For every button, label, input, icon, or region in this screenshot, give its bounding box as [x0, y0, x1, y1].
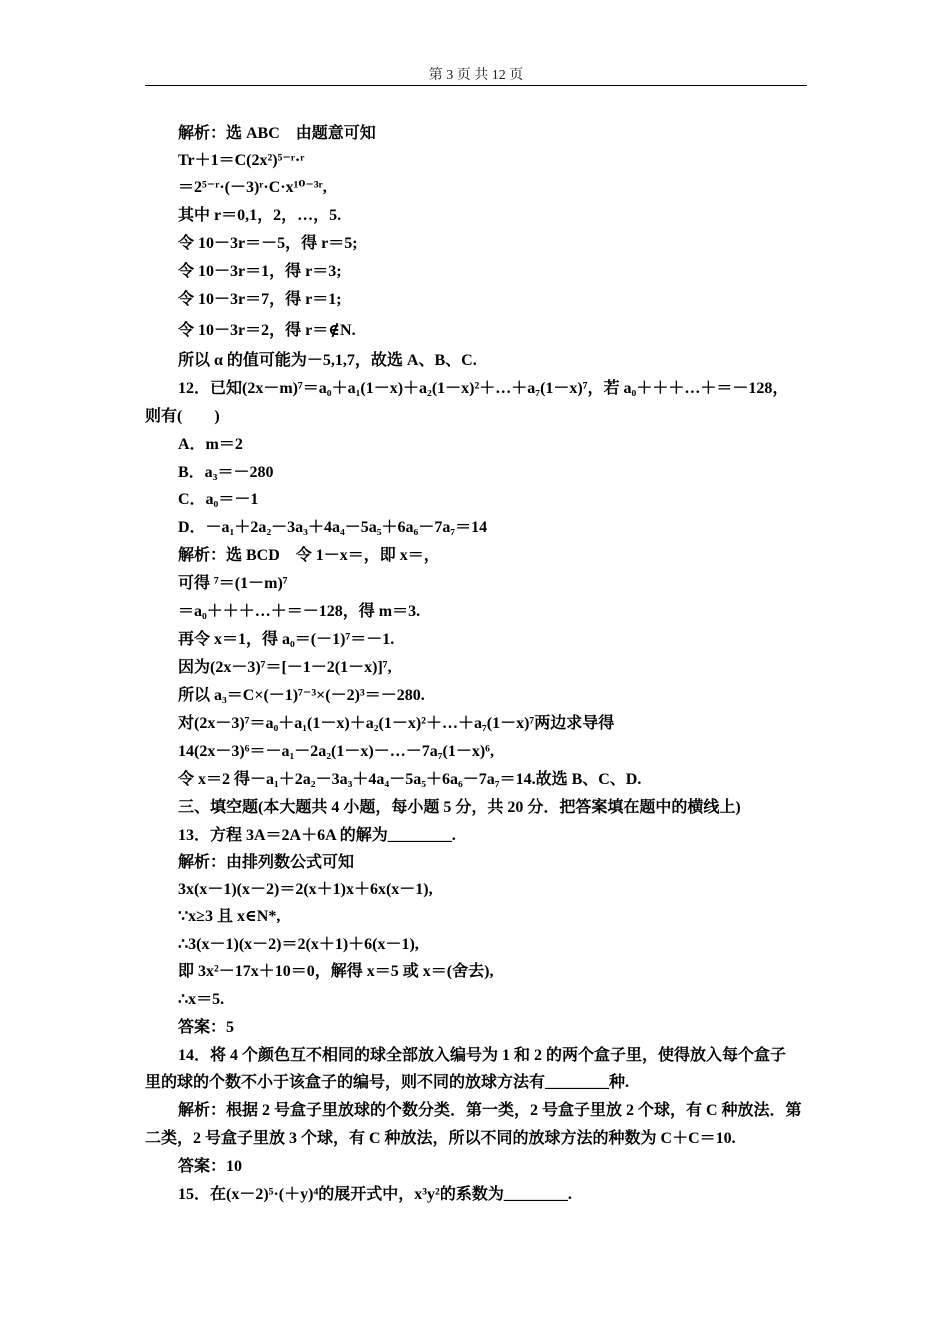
- question-14-stem-cont: 里的球的个数不小于该盒子的编号，则不同的放球方法有________种.: [145, 1074, 630, 1091]
- question-12-stem: 12．已知(2x－m)⁷＝a₀＋a₁(1－x)＋a₂(1－x)²＋…＋a₇(1－x)⁷，若 a₀＋＋＋…＋＝－128，: [178, 380, 789, 397]
- question-12-stem-cont: 则有( ): [145, 408, 220, 425]
- text-line: 对(2x－3)⁷＝a₀＋a₁(1－x)＋a₂(1－x)²＋…＋a₇(1－x)⁷两边求导得: [178, 715, 615, 732]
- question-13-stem: 13．方程 3A＝2A＋6A 的解为________.: [178, 827, 456, 844]
- text-line: 令 x＝2 得－a₁＋2a₂－3a₃＋4a₄－5a₅＋6a₆－7a₇＝14.故选 B、C、D.: [178, 771, 642, 788]
- text-line: 令 10－3r＝2，得 r＝∉N.: [178, 322, 356, 339]
- text-line: 14(2x－3)⁶＝－a₁－2a₂(1－x)－…－7a₇(1－x)⁶,: [178, 743, 494, 760]
- text-line: 二类，2 号盒子里放 3 个球，有 C 种放法，所以不同的放球方法的种数为 C＋C＝10.: [145, 1130, 736, 1147]
- option-a: A．m＝2: [178, 436, 243, 453]
- text-line: Tr＋1＝C(2x²)⁵⁻ʳ·ʳ: [178, 152, 305, 169]
- text-line: ∵x≥3 且 x∈N*,: [178, 908, 281, 925]
- text-line: 即 3x²－17x＋10＝0，解得 x＝5 或 x＝(舍去),: [178, 963, 494, 980]
- answer-14: 答案：10: [178, 1158, 243, 1175]
- text-line: 令 10－3r＝7，得 r＝1;: [178, 291, 342, 308]
- text-line: 解析：选 BCD 令 1－x＝，即 x＝，: [178, 547, 440, 564]
- text-line: 因为(2x－3)⁷＝[－1－2(1－x)]⁷,: [178, 659, 392, 676]
- question-15-stem: 15．在(x－2)⁵·(＋y)⁴的展开式中，x³y²的系数为________.: [178, 1186, 572, 1203]
- section-heading: 三、填空题(本大题共 4 小题，每小题 5 分，共 20 分．把答案填在题中的横线上): [178, 799, 741, 816]
- text-line: 解析：选 ABC 由题意可知: [178, 125, 376, 142]
- text-line: 解析：由排列数公式可知: [178, 854, 355, 871]
- text-line: 其中 r＝0,1，2，…，5.: [178, 207, 342, 224]
- text-line: 令 10－3r＝－5，得 r＝5;: [178, 235, 358, 252]
- text-line: ∴x＝5.: [178, 991, 225, 1008]
- text-line: ＝a₀＋＋＋…＋＝－128，得 m＝3.: [178, 603, 421, 620]
- text-line: 可得 ⁷＝(1－m)⁷: [178, 575, 288, 592]
- text-line: 再令 x＝1，得 a₀＝(－1)⁷＝－1.: [178, 631, 395, 648]
- text-line: ＝2⁵⁻ʳ·(－3)ʳ·C·x¹⁰⁻³ʳ,: [178, 179, 327, 196]
- text-line: 3x(x－1)(x－2)＝2(x＋1)x＋6x(x－1),: [178, 881, 433, 898]
- question-14-stem: 14．将 4 个颜色互不相同的球全部放入编号为 1 和 2 的两个盒子里，使得放入每个盒子: [178, 1047, 787, 1064]
- text-line: 所以 a₃＝C×(－1)⁷⁻³×(－2)³＝－280.: [178, 687, 425, 704]
- text-line: 解析：根据 2 号盒子里放球的个数分类．第一类，2 号盒子里放 2 个球，有 C 种放法．第: [178, 1102, 802, 1119]
- answer-13: 答案：5: [178, 1019, 235, 1036]
- option-d: D．－a₁＋2a₂－3a₃＋4a₄－5a₅＋6a₆－7a₇＝14: [178, 519, 488, 536]
- text-line: 令 10－3r＝1，得 r＝3;: [178, 263, 342, 280]
- option-b: B．a₃＝－280: [178, 464, 274, 481]
- text-line: 所以 α 的值可能为－5,1,7，故选 A、B、C.: [178, 352, 477, 369]
- page-number-header: 第 3 页 共 12 页: [428, 68, 524, 83]
- text-line: ∴3(x－1)(x－2)＝2(x＋1)＋6(x－1),: [178, 936, 419, 953]
- option-c: C．a₀＝－1: [178, 491, 259, 508]
